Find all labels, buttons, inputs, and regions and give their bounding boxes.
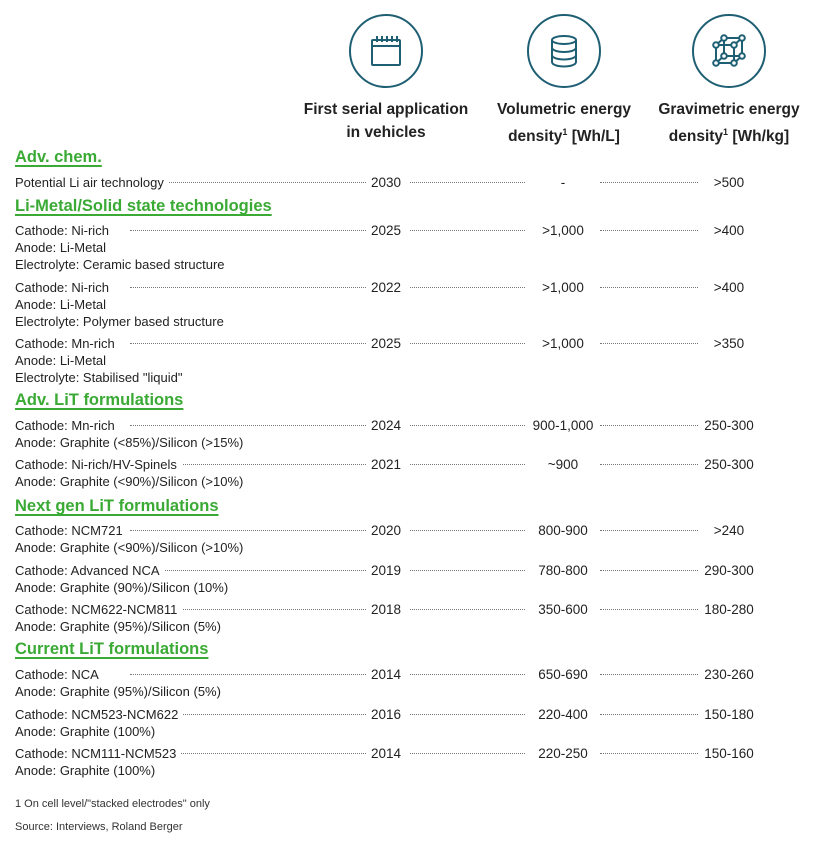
first-serial-application-value: 2019 bbox=[367, 563, 405, 578]
description-line: Anode: Li-Metal bbox=[15, 353, 107, 368]
description-line: Electrolyte: Polymer based structure bbox=[15, 314, 224, 329]
description-line: Cathode: NCA bbox=[15, 667, 104, 682]
source-note: Source: Interviews, Roland Berger bbox=[15, 821, 183, 833]
gravimetric-density-value: >400 bbox=[710, 223, 748, 238]
description-line: Anode: Li-Metal bbox=[15, 240, 107, 255]
volumetric-density-value: 650-690 bbox=[534, 667, 592, 682]
gravimetric-density-value: 290-300 bbox=[700, 563, 758, 578]
footnote: 1 On cell level/"stacked electrodes" only bbox=[15, 798, 210, 810]
gravimetric-density-value: 150-180 bbox=[700, 707, 758, 722]
technology-description bbox=[15, 601, 221, 635]
column-header-gravimetric-density: Gravimetric energy density$^1$ [Wh/kg] bbox=[658, 101, 800, 146]
description-line: Electrolyte: Stabilised "liquid" bbox=[15, 370, 183, 385]
first-serial-application-value: 2022 bbox=[367, 280, 405, 295]
column-header-first-serial-application: First serial application in vehicles bbox=[303, 101, 469, 141]
description-line: Anode: Graphite (<90%)/Silicon (>10%) bbox=[15, 540, 244, 555]
first-serial-application-value: 2030 bbox=[367, 175, 405, 190]
technology-description bbox=[15, 706, 183, 740]
description-line: Anode: Li-Metal bbox=[15, 297, 107, 312]
gravimetric-density-value: >400 bbox=[710, 280, 748, 295]
description-line: Anode: Graphite (100%) bbox=[15, 724, 156, 739]
technology-description bbox=[15, 335, 182, 386]
volumetric-density-value: 220-400 bbox=[534, 707, 592, 722]
technology-description bbox=[15, 562, 228, 596]
gravimetric-density-value: >240 bbox=[710, 523, 748, 538]
section-title: Next gen LiT formulations bbox=[15, 497, 219, 515]
first-serial-application-value: 2020 bbox=[367, 523, 405, 538]
description-line: Cathode: NCM622-NCM811 bbox=[15, 602, 182, 617]
description-line: Cathode: Ni-rich bbox=[15, 223, 114, 238]
technology-description bbox=[15, 456, 243, 490]
first-serial-application-value: 2016 bbox=[367, 707, 405, 722]
first-serial-application-value: 2014 bbox=[367, 667, 405, 682]
description-line: Cathode: Ni-rich bbox=[15, 280, 114, 295]
gravimetric-density-value: 150-160 bbox=[700, 746, 758, 761]
database-icon bbox=[527, 14, 601, 88]
volumetric-density-value: 220-250 bbox=[534, 746, 592, 761]
first-serial-application-value: 2021 bbox=[367, 457, 405, 472]
first-serial-application-value: 2018 bbox=[367, 602, 405, 617]
description-line: Cathode: NCM721 bbox=[15, 523, 128, 538]
calendar-icon bbox=[349, 14, 423, 88]
description-line: Anode: Graphite (<90%)/Silicon (>10%) bbox=[15, 474, 244, 489]
volumetric-density-value: 900-1,000 bbox=[529, 418, 598, 433]
description-line: Anode: Graphite (90%)/Silicon (10%) bbox=[15, 580, 229, 595]
description-line: Cathode: Ni-rich/HV-Spinels bbox=[15, 457, 182, 472]
section-title: Li-Metal/Solid state technologies bbox=[15, 197, 272, 215]
gravimetric-density-value: 230-260 bbox=[700, 667, 758, 682]
gravimetric-density-value: 250-300 bbox=[700, 457, 758, 472]
volumetric-density-value: >1,000 bbox=[538, 336, 588, 351]
description-line: Cathode: Mn-rich bbox=[15, 336, 120, 351]
technology-description bbox=[15, 417, 243, 451]
gravimetric-density-value: >500 bbox=[710, 175, 748, 190]
gravimetric-density-value: 250-300 bbox=[700, 418, 758, 433]
first-serial-application-value: 2025 bbox=[367, 223, 405, 238]
volumetric-density-value: ~900 bbox=[544, 457, 582, 472]
description-line: Potential Li air technology bbox=[15, 175, 169, 190]
section-title: Adv. LiT formulations bbox=[15, 391, 184, 409]
volumetric-density-value: 800-900 bbox=[534, 523, 592, 538]
technology-description bbox=[15, 279, 224, 330]
section-title: Current LiT formulations bbox=[15, 640, 209, 658]
description-line: Cathode: Mn-rich bbox=[15, 418, 120, 433]
first-serial-application-value: 2025 bbox=[367, 336, 405, 351]
technology-description bbox=[15, 745, 181, 779]
description-line: Cathode: NCM111-NCM523 bbox=[15, 746, 181, 761]
column-header-volumetric-density: Volumetric energy density$^1$ [Wh/L] bbox=[496, 101, 632, 146]
description-line: Anode: Graphite (<85%)/Silicon (>15%) bbox=[15, 435, 244, 450]
molecule-cube-icon bbox=[692, 14, 766, 88]
volumetric-density-value: 350-600 bbox=[534, 602, 592, 617]
section-title: Adv. chem. bbox=[15, 148, 102, 166]
gravimetric-density-value: >350 bbox=[710, 336, 748, 351]
gravimetric-density-value: 180-280 bbox=[700, 602, 758, 617]
first-serial-application-value: 2024 bbox=[367, 418, 405, 433]
description-line: Cathode: Advanced NCA bbox=[15, 563, 165, 578]
volumetric-density-value: >1,000 bbox=[538, 280, 588, 295]
volumetric-density-value: >1,000 bbox=[538, 223, 588, 238]
description-line: Anode: Graphite (95%)/Silicon (5%) bbox=[15, 619, 221, 634]
technology-description bbox=[15, 666, 221, 700]
description-line: Electrolyte: Ceramic based structure bbox=[15, 257, 225, 272]
technology-description bbox=[15, 222, 225, 273]
first-serial-application-value: 2014 bbox=[367, 746, 405, 761]
volumetric-density-value: 780-800 bbox=[534, 563, 592, 578]
description-line: Cathode: NCM523-NCM622 bbox=[15, 707, 183, 722]
volumetric-density-value: - bbox=[557, 175, 570, 190]
description-line: Anode: Graphite (95%)/Silicon (5%) bbox=[15, 684, 221, 699]
technology-description bbox=[15, 174, 169, 191]
description-line: Anode: Graphite (100%) bbox=[15, 763, 156, 778]
technology-description bbox=[15, 522, 243, 556]
